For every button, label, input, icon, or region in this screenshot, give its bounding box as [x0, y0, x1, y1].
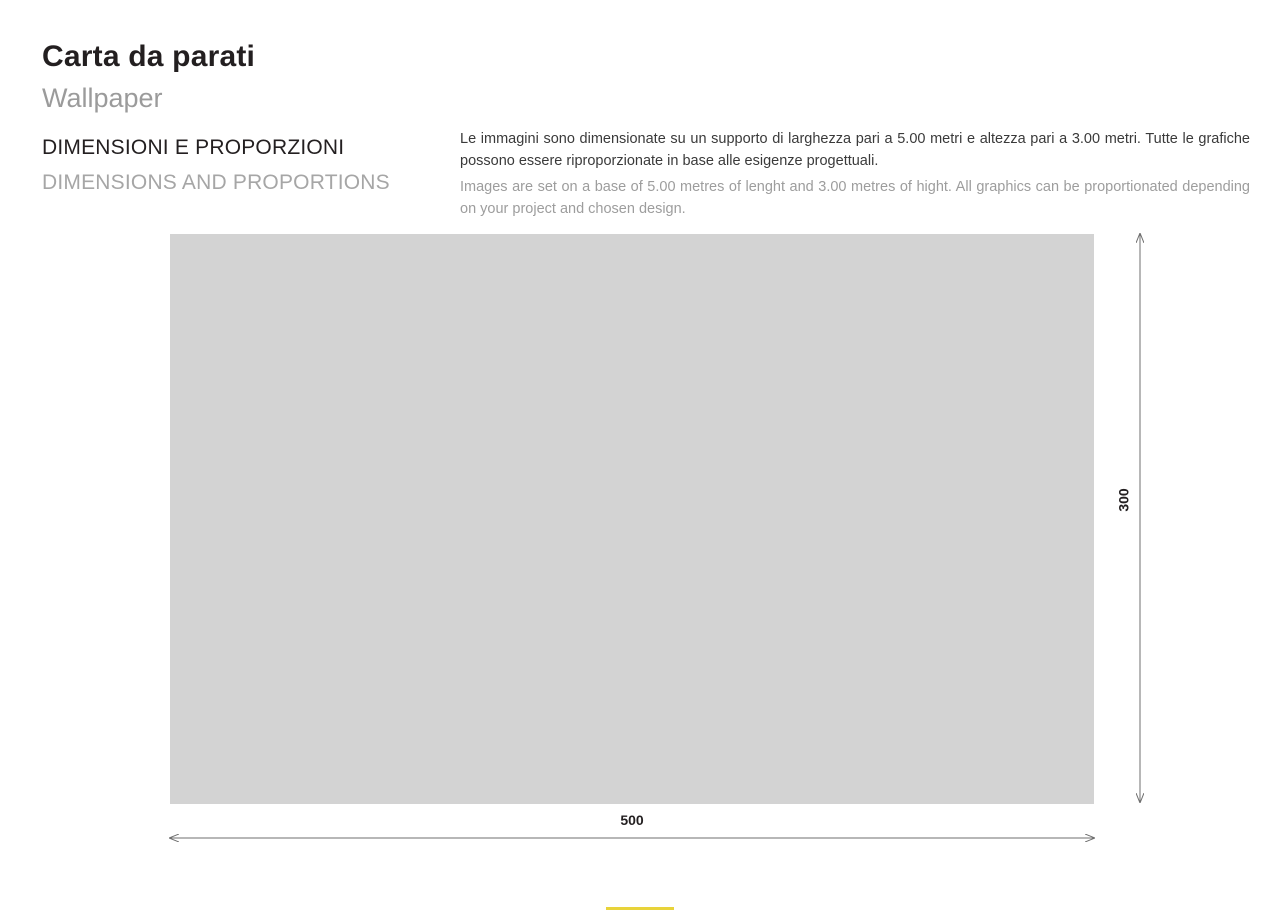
- page-subtitle: Wallpaper: [42, 83, 163, 113]
- section-heading-it: DIMENSIONI E PROPORZIONI: [42, 136, 345, 159]
- description-italian: Le immagini sono dimensionate su un supporto di larghezza pari a 5.00 metri e altezza pari a 3.00 metri. Tutte le grafiche possono essere riproporzionate in base alle esigenze progettuali.: [460, 131, 1250, 170]
- section-heading-en: DIMENSIONS AND PROPORTIONS: [42, 171, 390, 194]
- dimension-label-width: 500: [620, 812, 644, 828]
- dimension-label-height: 300: [1115, 488, 1132, 512]
- page-title: Carta da parati: [42, 40, 256, 73]
- description-english: Images are set on a base of 5.00 metres of lenght and 3.00 metres of hight. All graphics can be proportionated depending on your project and chosen design.: [460, 179, 1250, 218]
- wallpaper-preview-area: [170, 234, 1094, 804]
